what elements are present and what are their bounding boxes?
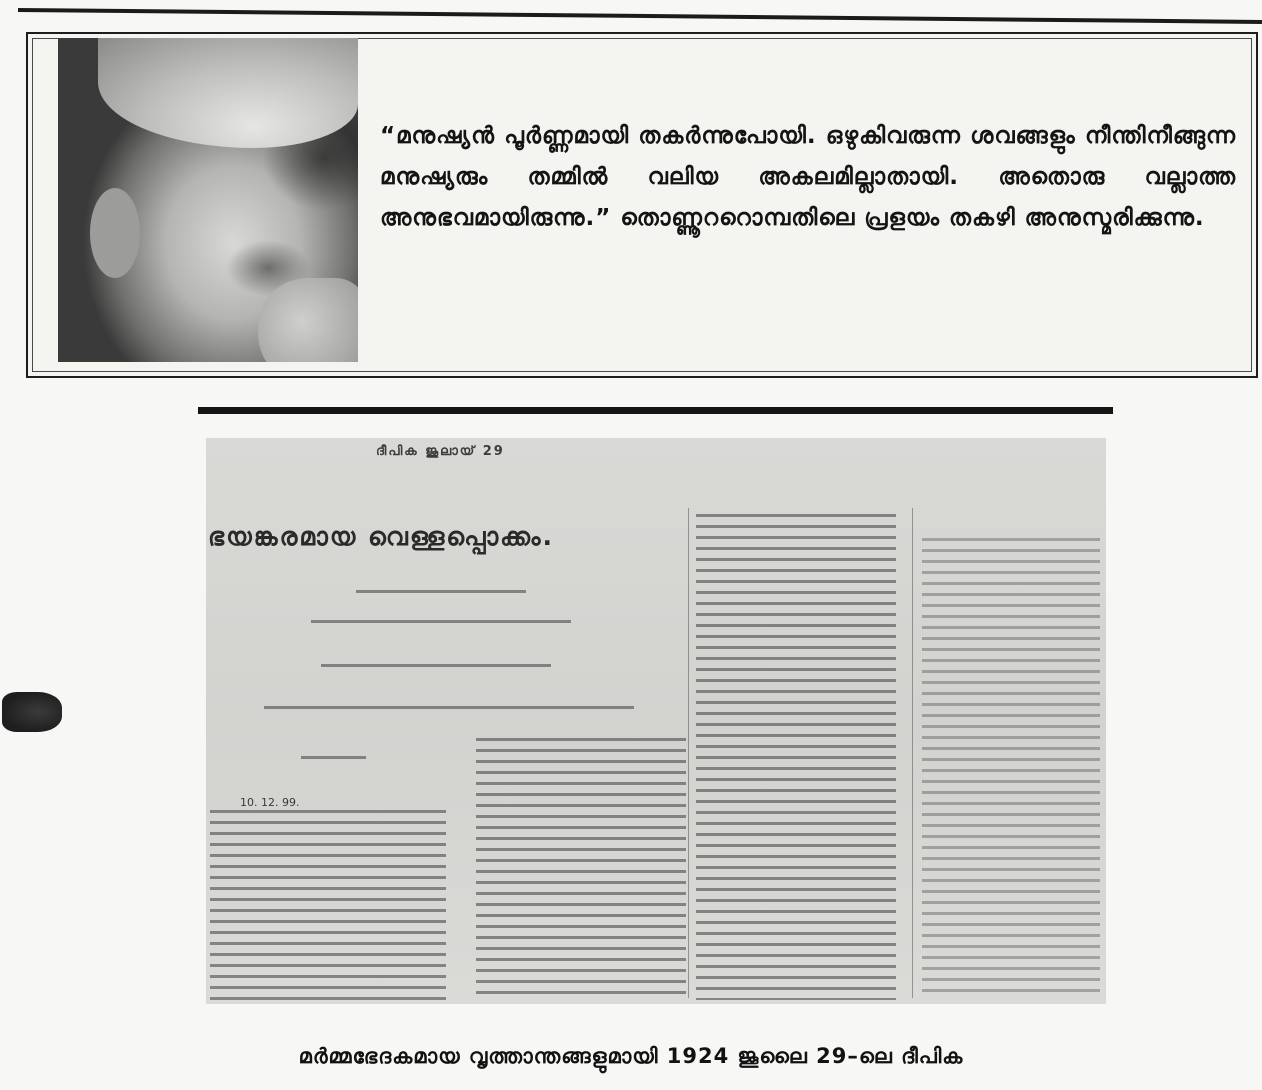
feature-quote: “മനുഷ്യൻ പൂർണ്ണമായി തകർന്നുപോയി. ഒഴുകിവരുന്ന ശവങ്ങളും നീന്തിനീങ്ങുന്ന മനുഷ്യരും തമ്മിൽ വലിയ അകലമില്ലാതായി. അതൊരു വല്ലാത്ത അനുഭവമായിരുന്നു.” തൊണ്ണൂററൊമ്പതിലെ പ്രളയം തകഴി അനുസ്മരിക്കുന്നു. (380, 123, 1236, 231)
column-rule (912, 508, 913, 998)
subhead-line (264, 706, 634, 710)
photo-caption: മർമ്മഭേദകമായ വൃത്താന്തങ്ങളുമായി 1924 ജൂലൈ 29–ലെ ദീപിക (298, 1044, 964, 1068)
binder-clip-mark (2, 692, 62, 732)
article-column (210, 810, 446, 1000)
subhead-line (301, 756, 366, 760)
column-rule (688, 508, 689, 998)
portrait-ear (90, 188, 140, 278)
subhead-line (321, 664, 551, 668)
portrait-hair (98, 38, 358, 148)
article-column (476, 738, 686, 1000)
author-portrait (58, 38, 358, 362)
clipping-masthead: ദീപിക ജൂലായ് 29 (376, 444, 505, 459)
clipping-top-rule (198, 407, 1113, 414)
article-column (696, 514, 896, 1000)
clipping-date-line: 10. 12. 99. (240, 796, 300, 809)
portrait-hand (258, 278, 358, 362)
clipping-headline: ഭയങ്കരമായ വെള്ളപ്പൊക്കം. (208, 522, 555, 551)
newspaper-clipping (206, 438, 1106, 1004)
top-rule (18, 8, 1262, 24)
subhead-line (356, 590, 526, 594)
article-column (922, 538, 1100, 1000)
subhead-line (311, 620, 571, 624)
